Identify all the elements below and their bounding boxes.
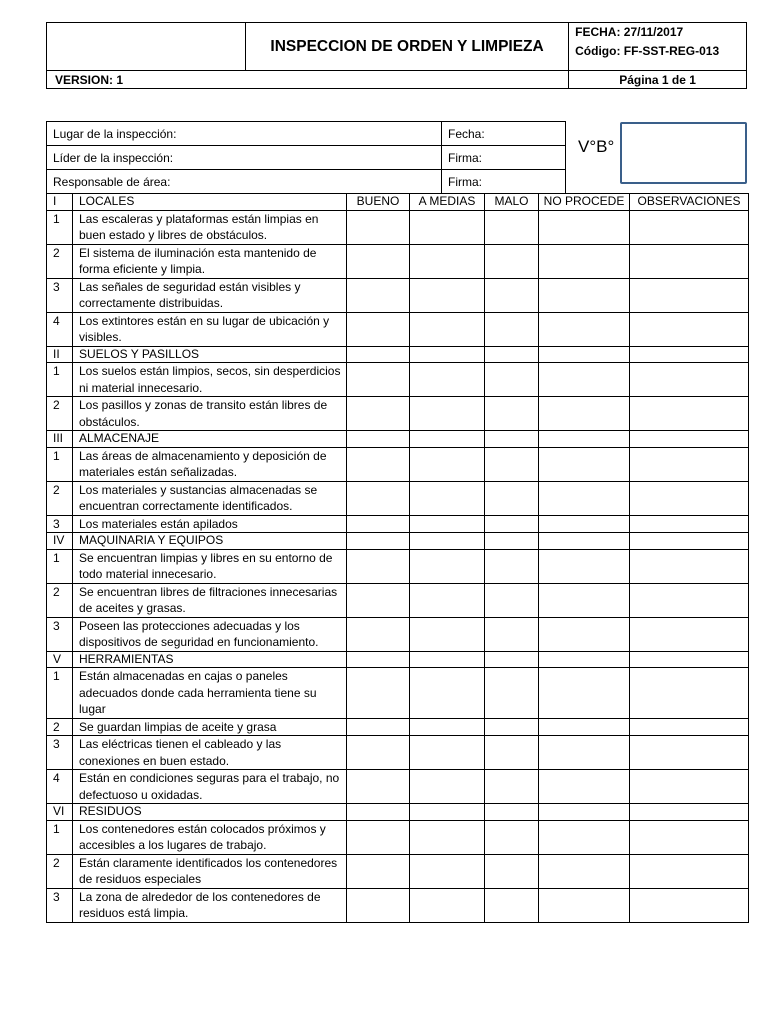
check-cell-a-medias[interactable]: [410, 533, 485, 550]
check-cell-no-procede[interactable]: [539, 346, 630, 363]
header-version: VERSION: 1: [47, 71, 569, 89]
check-cell-bueno[interactable]: [347, 770, 410, 804]
column-header-a-medias: A MEDIAS: [410, 194, 485, 211]
check-cell-malo[interactable]: [485, 397, 539, 431]
check-cell-observaciones[interactable]: [630, 278, 749, 312]
check-cell-a-medias[interactable]: [410, 481, 485, 515]
inspection-checklist: [46, 193, 749, 923]
check-cell-malo[interactable]: [485, 854, 539, 888]
check-cell-a-medias[interactable]: [410, 397, 485, 431]
check-cell-observaciones[interactable]: [630, 244, 749, 278]
check-cell-a-medias[interactable]: [410, 549, 485, 583]
item-text: Los materiales y sustancias almacenadas se encuentran correctamente identificados.: [73, 481, 347, 515]
item-text: Las señales de seguridad están visibles y correctamente distribuidas.: [73, 278, 347, 312]
checklist-item-row: [47, 888, 749, 922]
check-cell-no-procede[interactable]: [539, 363, 630, 397]
check-cell-a-medias[interactable]: [410, 210, 485, 244]
section-number: II: [47, 346, 73, 363]
check-cell-a-medias[interactable]: [410, 820, 485, 854]
check-cell-observaciones[interactable]: [630, 447, 749, 481]
item-text: Están almacenadas en cajas o paneles adecuados donde cada herramienta tiene su lugar: [73, 668, 347, 719]
item-number: 2: [47, 244, 73, 278]
checklist-item-row: [47, 718, 749, 736]
check-cell-malo[interactable]: [485, 346, 539, 363]
item-text: Se encuentran libres de filtraciones innecesarias de aceites y grasas.: [73, 583, 347, 617]
header-meta: [569, 23, 747, 71]
check-cell-observaciones[interactable]: [630, 668, 749, 719]
check-cell-observaciones[interactable]: [630, 346, 749, 363]
check-cell-a-medias[interactable]: [410, 617, 485, 651]
check-cell-bueno[interactable]: [347, 481, 410, 515]
check-cell-bueno[interactable]: [347, 515, 410, 533]
check-cell-malo[interactable]: [485, 770, 539, 804]
lider-field[interactable]: Líder de la inspección:: [47, 146, 442, 170]
section-number: IV: [47, 533, 73, 550]
section-number: III: [47, 431, 73, 448]
item-text: Los suelos están limpios, secos, sin desperdicios ni material innecesario.: [73, 363, 347, 397]
item-number: 3: [47, 617, 73, 651]
check-cell-bueno[interactable]: [347, 718, 410, 736]
checklist-item-row: [47, 447, 749, 481]
check-cell-a-medias[interactable]: [410, 888, 485, 922]
column-header-bueno: BUENO: [347, 194, 410, 211]
check-cell-no-procede[interactable]: [539, 431, 630, 448]
item-text: Se encuentran limpias y libres en su entorno de todo material innecesario.: [73, 549, 347, 583]
section-title: RESIDUOS: [73, 804, 347, 821]
check-cell-bueno[interactable]: [347, 888, 410, 922]
section-number: V: [47, 651, 73, 668]
check-cell-observaciones[interactable]: [630, 583, 749, 617]
check-cell-no-procede[interactable]: [539, 770, 630, 804]
check-cell-malo[interactable]: [485, 718, 539, 736]
check-cell-malo[interactable]: [485, 617, 539, 651]
item-number: 1: [47, 210, 73, 244]
check-cell-observaciones[interactable]: [630, 617, 749, 651]
section-header-row: [47, 804, 749, 821]
check-cell-no-procede[interactable]: [539, 651, 630, 668]
check-cell-no-procede[interactable]: [539, 854, 630, 888]
check-cell-no-procede[interactable]: [539, 515, 630, 533]
check-cell-no-procede[interactable]: [539, 481, 630, 515]
fecha-field[interactable]: Fecha:: [442, 122, 566, 146]
check-cell-observaciones[interactable]: [630, 736, 749, 770]
column-header-no-procede: NO PROCEDE: [539, 194, 630, 211]
check-cell-a-medias[interactable]: [410, 804, 485, 821]
checklist-item-row: [47, 397, 749, 431]
check-cell-malo[interactable]: [485, 447, 539, 481]
item-text: Las escaleras y plataformas están limpias en buen estado y libres de obstáculos.: [73, 210, 347, 244]
check-cell-a-medias[interactable]: [410, 447, 485, 481]
check-cell-malo[interactable]: [485, 278, 539, 312]
checklist-item-row: [47, 278, 749, 312]
check-cell-observaciones[interactable]: [630, 397, 749, 431]
check-cell-observaciones[interactable]: [630, 770, 749, 804]
check-cell-a-medias[interactable]: [410, 718, 485, 736]
item-number: 2: [47, 397, 73, 431]
item-number: 3: [47, 736, 73, 770]
check-cell-no-procede[interactable]: [539, 617, 630, 651]
check-cell-observaciones[interactable]: [630, 854, 749, 888]
section-header-row: [47, 533, 749, 550]
check-cell-malo[interactable]: [485, 736, 539, 770]
check-cell-malo[interactable]: [485, 533, 539, 550]
checklist-item-row: [47, 583, 749, 617]
check-cell-observaciones[interactable]: [630, 481, 749, 515]
item-text: Los extintores están en su lugar de ubicación y visibles.: [73, 312, 347, 346]
section-title: HERRAMIENTAS: [73, 651, 347, 668]
check-cell-no-procede[interactable]: [539, 804, 630, 821]
check-cell-malo[interactable]: [485, 888, 539, 922]
section-number: VI: [47, 804, 73, 821]
check-cell-bueno[interactable]: [347, 736, 410, 770]
checklist-item-row: [47, 515, 749, 533]
item-number: 4: [47, 312, 73, 346]
check-cell-malo[interactable]: [485, 549, 539, 583]
check-cell-observaciones[interactable]: [630, 533, 749, 550]
check-cell-no-procede[interactable]: [539, 736, 630, 770]
checklist-item-row: [47, 244, 749, 278]
check-cell-malo[interactable]: [485, 668, 539, 719]
check-cell-malo[interactable]: [485, 820, 539, 854]
check-cell-bueno[interactable]: [347, 668, 410, 719]
check-cell-no-procede[interactable]: [539, 244, 630, 278]
check-cell-bueno[interactable]: [347, 363, 410, 397]
check-cell-bueno[interactable]: [347, 312, 410, 346]
inspection-info: [46, 121, 566, 194]
item-number: 3: [47, 278, 73, 312]
check-cell-a-medias[interactable]: [410, 770, 485, 804]
check-cell-observaciones[interactable]: [630, 888, 749, 922]
check-cell-observaciones[interactable]: [630, 804, 749, 821]
check-cell-no-procede[interactable]: [539, 718, 630, 736]
section-header-row: [47, 431, 749, 448]
item-number: 1: [47, 549, 73, 583]
document-title: INSPECCION DE ORDEN Y LIMPIEZA: [246, 23, 569, 71]
check-cell-a-medias[interactable]: [410, 583, 485, 617]
item-number: 1: [47, 820, 73, 854]
check-cell-no-procede[interactable]: [539, 533, 630, 550]
check-cell-malo[interactable]: [485, 651, 539, 668]
check-cell-bueno[interactable]: [347, 617, 410, 651]
responsable-field[interactable]: Responsable de área:: [47, 170, 442, 194]
item-text: Los pasillos y zonas de transito están libres de obstáculos.: [73, 397, 347, 431]
check-cell-bueno[interactable]: [347, 346, 410, 363]
check-cell-bueno[interactable]: [347, 583, 410, 617]
section-title: ALMACENAJE: [73, 431, 347, 448]
section-header-row: [47, 346, 749, 363]
check-cell-observaciones[interactable]: [630, 651, 749, 668]
check-cell-malo[interactable]: [485, 804, 539, 821]
item-text: Las áreas de almacenamiento y deposición de materiales están señalizadas.: [73, 447, 347, 481]
section-title: LOCALES: [73, 194, 347, 211]
item-number: 2: [47, 481, 73, 515]
checklist-item-row: [47, 736, 749, 770]
header-code: Código: FF-SST-REG-013: [575, 44, 720, 58]
check-cell-no-procede[interactable]: [539, 583, 630, 617]
check-cell-observaciones[interactable]: [630, 312, 749, 346]
check-cell-observaciones[interactable]: [630, 431, 749, 448]
check-cell-bueno[interactable]: [347, 804, 410, 821]
section-title: MAQUINARIA Y EQUIPOS: [73, 533, 347, 550]
check-cell-a-medias[interactable]: [410, 312, 485, 346]
check-cell-malo[interactable]: [485, 481, 539, 515]
check-cell-a-medias[interactable]: [410, 244, 485, 278]
check-cell-a-medias[interactable]: [410, 854, 485, 888]
check-cell-no-procede[interactable]: [539, 888, 630, 922]
check-cell-bueno[interactable]: [347, 854, 410, 888]
column-header-observaciones: OBSERVACIONES: [630, 194, 749, 211]
firma-field-1[interactable]: Firma:: [442, 146, 566, 170]
logo-cell: [47, 23, 246, 71]
item-number: 1: [47, 447, 73, 481]
check-cell-bueno[interactable]: [347, 447, 410, 481]
document-header: [46, 22, 747, 89]
item-text: Los contenedores están colocados próximos y accesibles a los lugares de trabajo.: [73, 820, 347, 854]
checklist-item-row: [47, 617, 749, 651]
check-cell-no-procede[interactable]: [539, 210, 630, 244]
section-header-row: [47, 651, 749, 668]
section-header-row: [47, 194, 749, 211]
item-number: 1: [47, 668, 73, 719]
check-cell-malo[interactable]: [485, 312, 539, 346]
item-text: Poseen las protecciones adecuadas y los dispositivos de seguridad en funcionamiento.: [73, 617, 347, 651]
check-cell-a-medias[interactable]: [410, 346, 485, 363]
check-cell-malo[interactable]: [485, 515, 539, 533]
check-cell-bueno[interactable]: [347, 397, 410, 431]
check-cell-no-procede[interactable]: [539, 278, 630, 312]
check-cell-malo[interactable]: [485, 210, 539, 244]
check-cell-observaciones[interactable]: [630, 549, 749, 583]
check-cell-a-medias[interactable]: [410, 651, 485, 668]
item-number: 2: [47, 854, 73, 888]
check-cell-bueno[interactable]: [347, 820, 410, 854]
item-number: 3: [47, 888, 73, 922]
firma-field-2[interactable]: Firma:: [442, 170, 566, 194]
checklist-item-row: [47, 668, 749, 719]
check-cell-no-procede[interactable]: [539, 447, 630, 481]
check-cell-a-medias[interactable]: [410, 431, 485, 448]
check-cell-no-procede[interactable]: [539, 668, 630, 719]
item-text: Se guardan limpias de aceite y grasa: [73, 718, 347, 736]
check-cell-observaciones[interactable]: [630, 363, 749, 397]
lugar-field[interactable]: Lugar de la inspección:: [47, 122, 442, 146]
item-number: 4: [47, 770, 73, 804]
column-header-malo: MALO: [485, 194, 539, 211]
check-cell-bueno[interactable]: [347, 244, 410, 278]
check-cell-bueno[interactable]: [347, 549, 410, 583]
checklist-item-row: [47, 820, 749, 854]
checklist-item-row: [47, 481, 749, 515]
check-cell-a-medias[interactable]: [410, 278, 485, 312]
checklist-item-row: [47, 549, 749, 583]
check-cell-a-medias[interactable]: [410, 515, 485, 533]
check-cell-bueno[interactable]: [347, 210, 410, 244]
vb-label: V°B°: [578, 137, 615, 156]
check-cell-a-medias[interactable]: [410, 668, 485, 719]
item-number: 2: [47, 583, 73, 617]
check-cell-no-procede[interactable]: [539, 549, 630, 583]
check-cell-bueno[interactable]: [347, 533, 410, 550]
check-cell-no-procede[interactable]: [539, 312, 630, 346]
check-cell-observaciones[interactable]: [630, 515, 749, 533]
check-cell-bueno[interactable]: [347, 651, 410, 668]
check-cell-malo[interactable]: [485, 431, 539, 448]
check-cell-malo[interactable]: [485, 363, 539, 397]
check-cell-bueno[interactable]: [347, 431, 410, 448]
item-number: 2: [47, 718, 73, 736]
checklist-item-row: [47, 770, 749, 804]
item-text: El sistema de iluminación esta mantenido de forma eficiente y limpia.: [73, 244, 347, 278]
item-number: 3: [47, 515, 73, 533]
checklist-item-row: [47, 363, 749, 397]
check-cell-observaciones[interactable]: [630, 210, 749, 244]
item-text: Las eléctricas tienen el cableado y las conexiones en buen estado.: [73, 736, 347, 770]
item-text: La zona de alrededor de los contenedores de residuos está limpia.: [73, 888, 347, 922]
checklist-item-row: [47, 210, 749, 244]
header-page: Página 1 de 1: [569, 71, 747, 89]
item-text: Los materiales están apilados: [73, 515, 347, 533]
item-text: Están en condiciones seguras para el trabajo, no defectuoso u oxidadas.: [73, 770, 347, 804]
header-date: FECHA: 27/11/2017: [575, 25, 684, 39]
checklist-item-row: [47, 312, 749, 346]
check-cell-observaciones[interactable]: [630, 820, 749, 854]
check-cell-bueno[interactable]: [347, 278, 410, 312]
check-cell-a-medias[interactable]: [410, 363, 485, 397]
item-text: Están claramente identificados los contenedores de residuos especiales: [73, 854, 347, 888]
vb-signature-box[interactable]: [620, 122, 747, 184]
check-cell-malo[interactable]: [485, 244, 539, 278]
checklist-item-row: [47, 854, 749, 888]
check-cell-no-procede[interactable]: [539, 820, 630, 854]
item-number: 1: [47, 363, 73, 397]
section-title: SUELOS Y PASILLOS: [73, 346, 347, 363]
check-cell-observaciones[interactable]: [630, 718, 749, 736]
section-number: I: [47, 194, 73, 211]
check-cell-a-medias[interactable]: [410, 736, 485, 770]
check-cell-no-procede[interactable]: [539, 397, 630, 431]
check-cell-malo[interactable]: [485, 583, 539, 617]
